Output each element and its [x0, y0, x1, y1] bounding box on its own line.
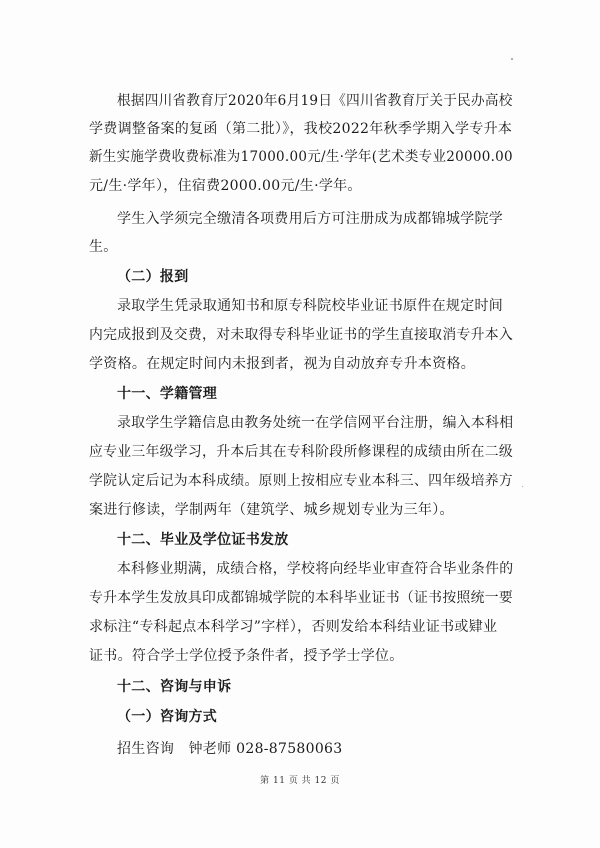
section-heading-biye: 十二、毕业及学位证书发放: [117, 532, 289, 548]
paragraph-line: 专升本学生发放具印成都锦城学院的本科毕业证书（证书按照统一要: [89, 590, 513, 606]
paragraph-line: 应专业三年级学习，升本后其在专科阶段所修课程的成绩由所在二级: [89, 444, 513, 460]
paragraph-line: 学资格。在规定时间内未报到者，视为自动放弃专升本资格。: [89, 356, 476, 372]
paragraph-line: 案进行修读，学制两年（建筑学、城乡规划专业为三年）。: [89, 502, 454, 518]
paragraph-line: 学院认定后记为本科成绩。原则上按相应专业本科三、四年级培养方: [89, 473, 513, 489]
paragraph-line: 新生实施学费收费标准为17000.00元/生·学年(艺术类专业20000.00: [89, 149, 513, 165]
paragraph-line: 录取学生学籍信息由教务处统一在学信网平台注册，编入本科相: [117, 415, 514, 431]
paragraph-line: 元/生·学年），住宿费2000.00元/生·学年。: [89, 178, 362, 194]
subsection-heading-zixun-fangshi: （一）咨询方式: [117, 709, 218, 725]
scan-speck: [511, 58, 513, 60]
scan-speck: [522, 486, 523, 487]
paragraph-line: 本科修业期满，成绩合格，学校将向经毕业审查符合毕业条件的: [117, 561, 514, 577]
paragraph-line: 内完成报到及交费，对未取得专科毕业证书的学生直接取消专升本入: [89, 327, 513, 343]
paragraph-line: 求标注“专科起点本科学习”字样），否则发给本科结业证书或肄业: [89, 619, 498, 635]
section-heading-baodao: （二）报到: [117, 269, 189, 285]
paragraph-line: 根据四川省教育厅2020年6月19日《四川省教育厅关于民办高校: [117, 93, 513, 109]
page-number-footer: 第 11 页 共 12 页: [260, 776, 340, 786]
paragraph-line: 学生入学须完全缴清各项费用后方可注册成为成都锦城学院学: [117, 211, 504, 227]
paragraph-line: 生。: [89, 239, 118, 255]
paragraph-line: 证书。符合学士学位授予条件者，授予学士学位。: [89, 648, 404, 664]
section-heading-xueji: 十一、学籍管理: [117, 386, 218, 402]
section-heading-zixun: 十二、咨询与申诉: [117, 679, 232, 695]
paragraph-line: 录取学生凭录取通知书和原专科院校毕业证书原件在规定时间: [117, 298, 504, 314]
paragraph-line: 学费调整备案的复函（第二批）》，我校2022年秋季学期入学专升本: [89, 121, 513, 137]
contact-line: 招生咨询 钟老师 028-87580063: [117, 741, 343, 757]
